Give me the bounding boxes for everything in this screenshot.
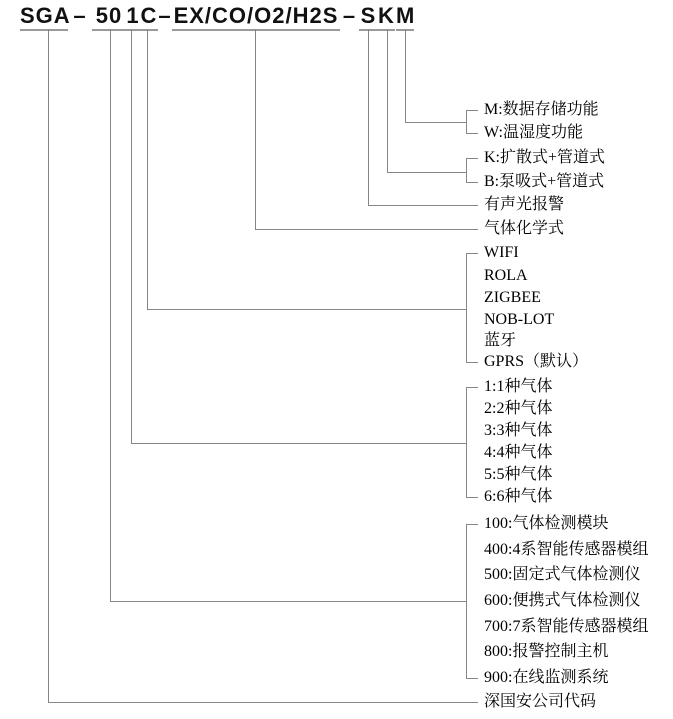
- connector-line-horizontal: [466, 362, 478, 363]
- connector-line-horizontal: [110, 601, 466, 602]
- connector-line-horizontal: [48, 702, 478, 703]
- segment-underline: [126, 29, 140, 31]
- connector-line-horizontal: [466, 133, 478, 134]
- connector-line-vertical: [466, 387, 467, 497]
- label-product-series: 100:气体检测模块: [484, 515, 609, 532]
- connector-line-horizontal: [131, 443, 466, 444]
- segment-underline: [20, 29, 68, 31]
- connector-line-vertical: [110, 29, 111, 601]
- label-gas-count: 3:3种气体: [484, 422, 553, 439]
- label-communication: NOB-LOT: [484, 311, 555, 328]
- label-communication: ROLA: [484, 267, 528, 284]
- connector-line-horizontal: [387, 172, 466, 173]
- label-product-series: 600:便携式气体检测仪: [484, 592, 641, 609]
- label-gas-count: 2:2种气体: [484, 400, 553, 417]
- connector-line-horizontal: [466, 524, 478, 525]
- model-code-separator: –: [73, 3, 87, 28]
- label-alarm: 有声光报警: [484, 196, 565, 213]
- connector-line-vertical: [131, 29, 132, 443]
- label-gas-count: 4:4种气体: [484, 444, 553, 461]
- model-code-separator: –: [158, 3, 172, 28]
- label-storage-function: M:数据存储功能: [484, 101, 599, 118]
- model-code-segment: K: [378, 3, 395, 28]
- label-sampling-method: B:泵吸式+管道式: [484, 173, 605, 190]
- segment-underline: [140, 29, 158, 31]
- connector-line-vertical: [466, 158, 467, 182]
- connector-line-horizontal: [368, 205, 478, 206]
- connector-line-vertical: [48, 29, 49, 702]
- model-code-segment: EX/CO/O2/H2S: [173, 3, 339, 28]
- label-gas-count: 6:6种气体: [484, 488, 553, 505]
- connector-line-horizontal: [466, 678, 478, 679]
- model-code-segment: S: [360, 3, 377, 28]
- segment-underline: [92, 29, 126, 31]
- connector-line-horizontal: [466, 387, 478, 388]
- connector-line-vertical: [255, 29, 256, 229]
- connector-line-horizontal: [466, 158, 478, 159]
- connector-line-horizontal: [255, 229, 478, 230]
- segment-underline: [172, 29, 340, 31]
- connector-line-horizontal: [466, 110, 478, 111]
- label-communication: 蓝牙: [484, 332, 517, 349]
- label-gas-count: 1:1种气体: [484, 378, 553, 395]
- model-code-segment: 50: [95, 3, 123, 28]
- connector-line-vertical: [466, 110, 467, 133]
- model-code-segment: M: [396, 3, 416, 28]
- model-code-segment: SGA: [20, 3, 71, 28]
- label-product-series: 400:4系智能传感器模组: [484, 541, 649, 558]
- label-product-series: 500:固定式气体检测仪: [484, 566, 641, 583]
- connector-line-vertical: [405, 29, 406, 122]
- connector-line-horizontal: [405, 122, 466, 123]
- label-sampling-method: K:扩散式+管道式: [484, 149, 606, 166]
- label-storage-function: W:温湿度功能: [484, 124, 583, 141]
- label-communication: ZIGBEE: [484, 289, 541, 306]
- connector-line-horizontal: [466, 253, 478, 254]
- label-communication: WIFI: [484, 244, 519, 261]
- connector-line-horizontal: [466, 497, 478, 498]
- label-product-series: 800:报警控制主机: [484, 643, 609, 660]
- label-product-series: 900:在线监测系统: [484, 669, 609, 686]
- model-code-separator: –: [342, 3, 357, 28]
- connector-line-vertical: [368, 29, 369, 205]
- label-gas-formula: 气体化学式: [484, 220, 565, 237]
- model-code-segment: C: [140, 3, 158, 28]
- connector-line-vertical: [147, 29, 148, 309]
- connector-line-horizontal: [147, 309, 466, 310]
- label-company-code: 深国安公司代码: [484, 693, 597, 710]
- model-code-segment: 1: [126, 3, 140, 28]
- connector-line-vertical: [387, 29, 388, 172]
- label-communication: GPRS（默认）: [484, 353, 589, 370]
- label-gas-count: 5:5种气体: [484, 466, 553, 483]
- connector-line-horizontal: [466, 182, 478, 183]
- connector-line-vertical: [466, 524, 467, 678]
- connector-line-vertical: [466, 253, 467, 362]
- label-product-series: 700:7系智能传感器模组: [484, 618, 649, 635]
